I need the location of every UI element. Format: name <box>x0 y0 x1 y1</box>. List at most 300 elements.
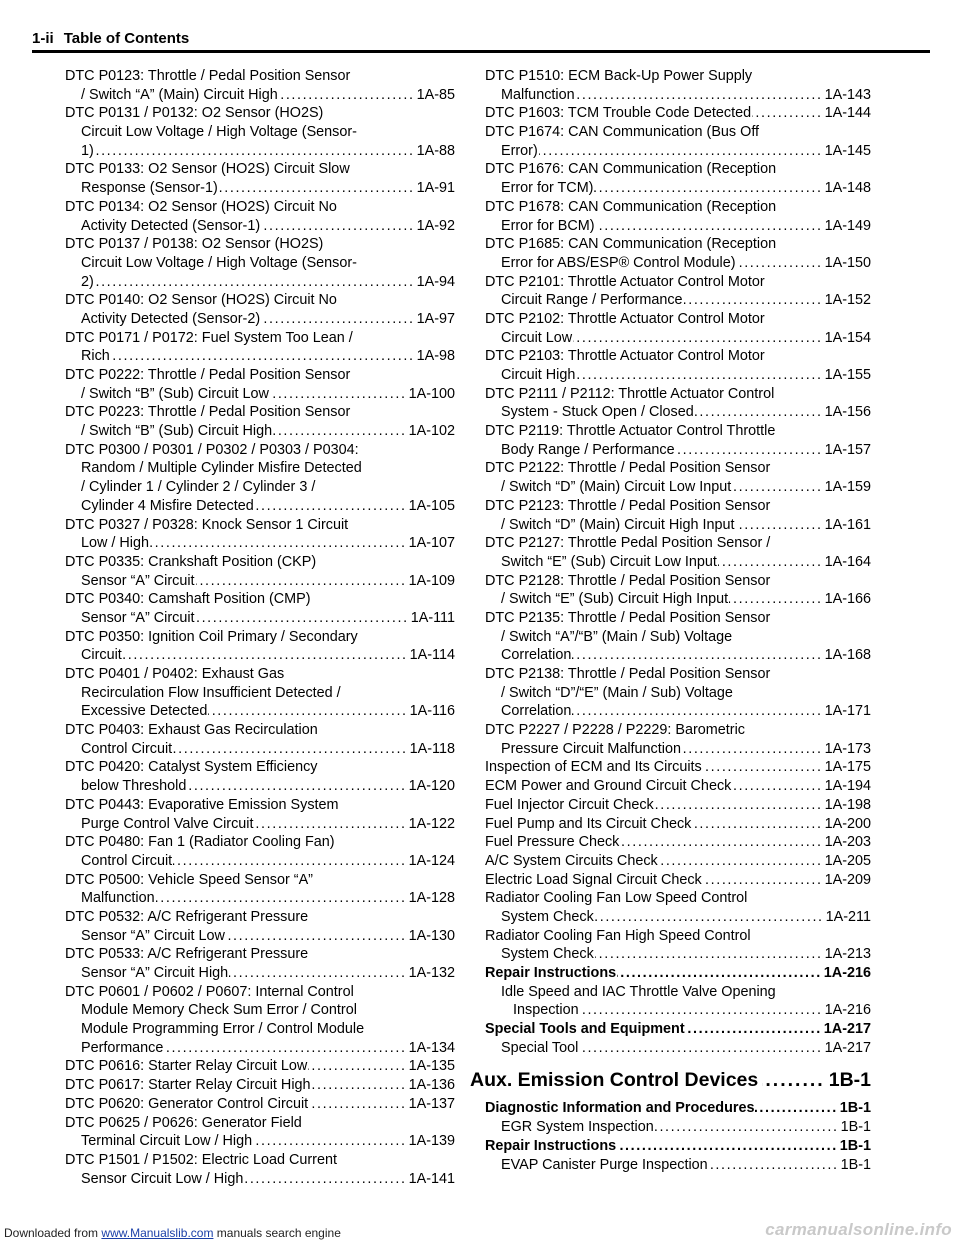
toc-page-number: 1A-124 <box>408 852 455 869</box>
toc-entry-text: / Switch “A” (Main) Circuit High <box>81 86 278 103</box>
toc-repair-items <box>485 983 871 1020</box>
toc-entry[interactable] <box>501 1118 871 1137</box>
toc-left-column <box>65 67 455 1188</box>
toc-entry-line <box>65 740 455 759</box>
toc-entry-line <box>485 740 871 759</box>
toc-entry-line <box>65 478 455 497</box>
toc-page-number: 1A-109 <box>408 572 455 589</box>
page-title: Table of Contents <box>63 30 190 47</box>
leader-dots <box>150 534 407 553</box>
toc-entry-line <box>485 852 871 871</box>
toc-page-number: 1A-130 <box>408 927 455 944</box>
toc-page-number: 1A-157 <box>824 441 871 458</box>
toc-page-number: 1A-213 <box>824 946 871 963</box>
toc-entry[interactable] <box>485 104 871 123</box>
toc-entry-line <box>65 964 455 983</box>
toc-entry-text: DTC P2128: Throttle / Pedal Position Sensor <box>485 572 771 589</box>
toc-entry-text: Sensor Circuit Low / High <box>81 1170 244 1187</box>
toc-entry[interactable] <box>485 852 871 871</box>
toc-entry-line <box>485 553 871 572</box>
toc-page-number: 1A-114 <box>409 647 455 664</box>
toc-entry-text: DTC P0601 / P0602 / P0607: Internal Control <box>65 983 354 1000</box>
leader-dots <box>755 1099 837 1118</box>
leader-dots <box>270 385 407 404</box>
toc-entry-text: Error for TCM) <box>501 180 594 197</box>
toc-entry[interactable] <box>65 516 455 553</box>
toc-entry[interactable] <box>485 422 871 459</box>
toc-entry[interactable] <box>485 889 871 926</box>
toc-entry-line <box>65 179 455 198</box>
leader-dots <box>762 1067 824 1093</box>
manualslib-link[interactable]: www.Manualslib.com <box>101 1226 214 1240</box>
toc-entry-text: Circuit Range / Performance <box>501 292 683 309</box>
toc-entry-text: 2) <box>81 273 94 290</box>
leader-dots <box>226 927 407 946</box>
toc-entry[interactable] <box>485 871 871 890</box>
toc-entry-text: Error for ABS/ESP® Control Module) <box>501 254 736 271</box>
toc-entry-line <box>65 665 455 684</box>
leader-dots <box>682 740 823 759</box>
toc-entry-line <box>501 1118 871 1137</box>
leader-dots <box>718 553 823 572</box>
toc-entry-line <box>485 497 871 516</box>
toc-page-number: 1A-111 <box>410 609 455 626</box>
leader-dots <box>752 104 823 123</box>
toc-entry[interactable] <box>485 777 871 796</box>
toc-entry-text: Switch “E” (Sub) Circuit Low Input <box>501 553 717 570</box>
toc-entry[interactable] <box>65 329 455 366</box>
toc-entry-text: DTC P0616: Starter Relay Circuit Low <box>65 1058 308 1075</box>
toc-entry-text: Circuit Low Voltage / High Voltage (Sensor- <box>81 254 357 271</box>
toc-entry[interactable] <box>65 721 455 758</box>
header-rule <box>32 50 930 53</box>
leader-dots <box>261 217 414 236</box>
toc-entry[interactable] <box>65 160 455 197</box>
leader-dots <box>709 1156 839 1175</box>
toc-entry-text: DTC P1603: TCM Trouble Code Detected <box>485 105 752 122</box>
toc-entry-line <box>65 1001 455 1020</box>
toc-repair2-items <box>485 1156 871 1175</box>
toc-page-number: 1A-135 <box>408 1058 455 1075</box>
toc-entry-text: Control Circuit <box>81 852 173 869</box>
toc-entry[interactable] <box>65 366 455 403</box>
watermark: carmanualsonline.info <box>765 1220 952 1239</box>
toc-entry[interactable] <box>485 198 871 235</box>
toc-entry-text: DTC P0300 / P0301 / P0302 / P0303 / P0304: <box>65 441 359 458</box>
toc-entry[interactable] <box>65 104 455 160</box>
toc-entry[interactable] <box>65 1151 455 1188</box>
toc-entry-line <box>485 123 871 142</box>
toc-entry-line <box>65 254 455 273</box>
toc-page-number: 1A-150 <box>824 254 871 271</box>
toc-entry-line <box>485 945 871 964</box>
toc-entry-text: DTC P1685: CAN Communication (Reception <box>485 236 777 253</box>
toc-entry-text: Inspection <box>513 1002 579 1019</box>
toc-entry-text: DTC P2122: Throttle / Pedal Position Sensor <box>485 460 771 477</box>
toc-entry[interactable] <box>501 983 871 1020</box>
toc-entry-text: / Switch “A”/“B” (Main / Sub) Voltage <box>501 628 733 645</box>
toc-entry[interactable] <box>65 945 455 982</box>
toc-entry-text: Correlation <box>501 647 572 664</box>
toc-entry-line <box>485 609 871 628</box>
toc-entry-line <box>65 572 455 591</box>
leader-dots <box>111 347 415 366</box>
toc-entry-line <box>65 702 455 721</box>
toc-entry-text: Random / Multiple Cylinder Misfire Detected <box>81 460 362 477</box>
toc-page-number: 1A-116 <box>409 703 455 720</box>
leader-dots <box>686 1020 822 1039</box>
toc-page-number: 1A-105 <box>408 497 455 514</box>
leader-dots <box>695 403 823 422</box>
leader-dots <box>576 366 822 385</box>
toc-entry-line <box>485 796 871 815</box>
toc-page-number: 1A-141 <box>408 1170 455 1187</box>
toc-entry-line <box>65 422 455 441</box>
toc-page-number: 1A-216 <box>824 1002 871 1019</box>
toc-entry-line <box>485 403 871 422</box>
toc-entry-text: Error) <box>501 142 538 159</box>
toc-entry-line <box>65 646 455 665</box>
toc-entry[interactable] <box>65 665 455 721</box>
toc-entry-line <box>65 1114 455 1133</box>
leader-dots <box>684 291 823 310</box>
toc-entry-line <box>485 366 871 385</box>
toc-entry-line <box>65 945 455 964</box>
toc-page-number: 1A-205 <box>824 852 871 869</box>
toc-entry[interactable] <box>65 1095 455 1114</box>
toc-entry[interactable] <box>65 908 455 945</box>
toc-entry-line <box>65 310 455 329</box>
toc-entry-text: DTC P0223: Throttle / Pedal Position Sensor <box>65 404 351 421</box>
toc-page-number: 1A-159 <box>824 479 871 496</box>
toc-entry-text: DTC P0620: Generator Control Circuit <box>65 1095 309 1112</box>
leader-dots <box>273 422 406 441</box>
toc-page-number: 1A-149 <box>824 217 871 234</box>
toc-tools-items <box>485 1039 871 1058</box>
toc-entry-line <box>485 516 871 535</box>
toc-entry-text: Fuel Pressure Check <box>485 834 620 851</box>
toc-page-number: 1A-161 <box>824 516 871 533</box>
toc-right-column <box>470 67 871 1174</box>
toc-entry-line <box>485 235 871 254</box>
leader-dots <box>676 441 823 460</box>
toc-entry-text: System Check <box>501 908 594 925</box>
toc-page-number: 1A-100 <box>408 385 455 402</box>
toc-entry[interactable] <box>65 67 455 104</box>
leader-dots <box>737 254 823 273</box>
toc-entry-line <box>501 1001 871 1020</box>
toc-entry-line <box>501 983 871 1002</box>
toc-entry-text: DTC P0335: Crankshaft Position (CKP) <box>65 553 317 570</box>
leader-dots <box>655 796 823 815</box>
toc-entry[interactable] <box>485 497 871 534</box>
toc-entry-text: Body Range / Performance <box>501 441 675 458</box>
toc-entry-line <box>485 889 871 908</box>
toc-entry-text: below Threshold <box>81 778 187 795</box>
toc-entry-line <box>485 142 871 161</box>
leader-dots <box>196 572 407 591</box>
toc-entry-line <box>65 86 455 105</box>
toc-entry-text: DTC P0171 / P0172: Fuel System Too Lean / <box>65 329 353 346</box>
toc-entry-text: DTC P2227 / P2228 / P2229: Barometric <box>485 722 745 739</box>
toc-entry[interactable] <box>485 665 871 721</box>
toc-page-number: 1A-211 <box>825 908 871 925</box>
toc-entry[interactable] <box>65 235 455 291</box>
toc-entry-text: EGR System Inspection <box>501 1119 654 1136</box>
toc-entry-text: Malfunction <box>501 86 575 103</box>
toc-entry-text: DTC P2101: Throttle Actuator Control Motor <box>485 273 765 290</box>
toc-entry-text: DTC P0327 / P0328: Knock Sensor 1 Circuit <box>65 516 349 533</box>
toc-entry-text: DTC P2111 / P2112: Throttle Actuator Control <box>485 385 775 402</box>
toc-heading-repair-instructions-2[interactable]: Repair Instructions ..... 1B-1 <box>485 1137 871 1156</box>
toc-heading-repair-instructions[interactable]: Repair Instructions ..... 1A-216 <box>485 964 871 983</box>
toc-page-number: 1A-164 <box>824 553 871 570</box>
toc-entry-text: DTC P0340: Camshaft Position (CMP) <box>65 591 311 608</box>
toc-entry-text: / Cylinder 1 / Cylinder 2 / Cylinder 3 / <box>81 479 316 496</box>
toc-entry-text: Recirculation Flow Insufficient Detected / <box>81 684 341 701</box>
toc-entry-text: Activity Detected (Sensor-2) <box>81 310 261 327</box>
toc-entry[interactable] <box>65 1076 455 1095</box>
leader-dots <box>573 329 822 348</box>
toc-page-number: 1A-139 <box>408 1133 455 1150</box>
toc-entry[interactable] <box>65 291 455 328</box>
leader-dots <box>572 646 822 665</box>
toc-entry-text: DTC P0480: Fan 1 (Radiator Cooling Fan) <box>65 834 335 851</box>
toc-entry-text: DTC P2102: Throttle Actuator Control Motor <box>485 310 765 327</box>
toc-entry-text: DTC P2127: Throttle Pedal Position Sensor / <box>485 535 771 552</box>
leader-dots <box>579 1039 822 1058</box>
toc-page-number: 1A-134 <box>408 1039 455 1056</box>
leader-dots <box>692 815 822 834</box>
toc-entry-text: Sensor “A” Circuit <box>81 572 195 589</box>
toc-entry-line <box>65 385 455 404</box>
toc-entry[interactable] <box>485 796 871 815</box>
toc-page-number: 1A-143 <box>824 86 871 103</box>
toc-entry-text: DTC P0222: Throttle / Pedal Position Sensor <box>65 367 351 383</box>
page-header <box>32 30 930 48</box>
toc-entry-text: Malfunction <box>81 890 155 907</box>
toc-entry-text: Fuel Pump and Its Circuit Check <box>485 815 692 832</box>
toc-entry[interactable] <box>485 160 871 197</box>
toc-entry[interactable] <box>485 385 871 422</box>
toc-page-number: 1A-137 <box>408 1095 455 1112</box>
toc-entry-line <box>65 1020 455 1039</box>
toc-section-aux-emission[interactable]: Aux. Emission Control Devices ..... 1B-1 <box>470 1067 871 1093</box>
toc-entry-text: Circuit Low <box>501 329 573 346</box>
toc-page-number: 1A-168 <box>824 647 871 664</box>
toc-entry-line <box>485 590 871 609</box>
toc-entry-line <box>485 385 871 404</box>
toc-entry-text: DTC P0401 / P0402: Exhaust Gas <box>65 666 285 682</box>
toc-entry-text: 1) <box>81 142 94 159</box>
toc-entry-line <box>485 758 871 777</box>
leader-dots <box>576 86 823 105</box>
toc-entry[interactable] <box>485 927 871 964</box>
toc-page-number: 1A-194 <box>824 778 871 795</box>
toc-page-number: 1A-128 <box>408 890 455 907</box>
toc-page-number: 1A-154 <box>824 329 871 346</box>
leader-dots <box>617 964 822 983</box>
toc-entry[interactable] <box>485 833 871 852</box>
leader-dots <box>732 478 822 497</box>
toc-page-number: 1A-152 <box>824 292 871 309</box>
toc-entry-line <box>485 478 871 497</box>
toc-entry[interactable] <box>65 796 455 833</box>
toc-entry-line <box>485 777 871 796</box>
toc-entry-text: / Switch “D”/“E” (Main / Sub) Voltage <box>501 684 733 701</box>
toc-heading-special-tools[interactable]: Special Tools and Equipment ..... 1A-217 <box>485 1020 871 1039</box>
toc-entry-line <box>485 422 871 441</box>
toc-entry-text: DTC P0350: Ignition Coil Primary / Secondary <box>65 628 358 645</box>
toc-page-number: 1A-92 <box>416 217 455 234</box>
toc-entry-line <box>65 104 455 123</box>
toc-entry[interactable] <box>485 534 871 571</box>
toc-entry-text: DTC P1501 / P1502: Electric Load Current <box>65 1151 337 1168</box>
leader-dots <box>617 1137 838 1156</box>
toc-entry[interactable] <box>65 198 455 235</box>
toc-entry-line <box>65 927 455 946</box>
toc-entry[interactable] <box>65 1057 455 1076</box>
toc-entry[interactable] <box>485 815 871 834</box>
toc-entry-text: DTC P1674: CAN Communication (Bus Off <box>485 124 760 141</box>
toc-entry-text: DTC P0134: O2 Sensor (HO2S) Circuit No <box>65 198 337 215</box>
toc-page-number: 1A-217 <box>824 1039 871 1056</box>
toc-entry-text: System Check <box>501 946 594 963</box>
leader-dots <box>244 1170 406 1189</box>
toc-entry-line <box>65 871 455 890</box>
toc-page-number: 1A-203 <box>824 834 871 851</box>
toc-entry[interactable] <box>485 609 871 665</box>
toc-entry[interactable] <box>485 459 871 496</box>
toc-page-number: 1A-200 <box>824 815 871 832</box>
toc-entry[interactable] <box>485 235 871 272</box>
toc-entry[interactable] <box>65 983 455 1058</box>
toc-entry-text: Terminal Circuit Low / High <box>81 1133 253 1150</box>
toc-entry-line <box>485 329 871 348</box>
toc-entry-line <box>485 160 871 179</box>
toc-entry[interactable] <box>65 590 455 627</box>
leader-dots <box>173 852 406 871</box>
toc-entry[interactable] <box>501 1039 871 1058</box>
toc-entry[interactable] <box>65 1114 455 1151</box>
leader-dots <box>196 609 409 628</box>
toc-entry-text: DTC P0140: O2 Sensor (HO2S) Circuit No <box>65 292 337 309</box>
toc-entry-text: System - Stuck Open / Closed <box>501 404 694 421</box>
toc-entry-line <box>485 273 871 292</box>
toc-entry-text: DTC P1678: CAN Communication (Reception <box>485 198 777 215</box>
toc-entry[interactable] <box>485 347 871 384</box>
toc-page-number: 1B-1 <box>840 1119 871 1136</box>
toc-entry-line <box>65 1057 455 1076</box>
toc-entry[interactable] <box>65 871 455 908</box>
toc-entry[interactable] <box>485 273 871 310</box>
leader-dots <box>595 908 824 927</box>
toc-entry[interactable] <box>65 758 455 795</box>
toc-entry[interactable] <box>65 441 455 516</box>
toc-entry-text: Circuit High <box>501 367 576 383</box>
toc-entry-line <box>65 1132 455 1151</box>
toc-entry[interactable] <box>485 67 871 104</box>
toc-entry-line <box>65 497 455 516</box>
toc-entry-text: DTC P0123: Throttle / Pedal Position Sensor <box>65 68 351 84</box>
toc-entry-line <box>485 684 871 703</box>
toc-page-number: 1A-136 <box>408 1077 455 1094</box>
toc-entry-line <box>485 179 871 198</box>
toc-page-number: 1A-118 <box>409 740 455 757</box>
toc-page-number: 1A-145 <box>824 142 871 159</box>
toc-entry-text: DTC P0533: A/C Refrigerant Pressure <box>65 946 309 963</box>
toc-entry-line <box>65 553 455 572</box>
leader-dots <box>596 217 823 236</box>
toc-entry-line <box>65 1095 455 1114</box>
toc-entry[interactable] <box>65 553 455 590</box>
toc-entry-line <box>485 67 871 86</box>
toc-entry-line <box>485 721 871 740</box>
toc-entry-text: Sensor “A” Circuit High <box>81 965 229 981</box>
toc-entry-line <box>65 983 455 1002</box>
toc-entry-text: DTC P0420: Catalyst System Efficiency <box>65 759 318 776</box>
page-footer <box>0 1220 960 1242</box>
toc-entry-line <box>65 758 455 777</box>
leader-dots <box>594 179 822 198</box>
page-number: 1-ii <box>32 30 54 47</box>
toc-entry[interactable] <box>485 123 871 160</box>
toc-entry-text: DTC P1510: ECM Back-Up Power Supply <box>485 68 753 84</box>
leader-dots <box>620 833 822 852</box>
toc-entry[interactable] <box>485 310 871 347</box>
toc-entry-line <box>485 310 871 329</box>
toc-entry-line <box>65 441 455 460</box>
toc-entry-line <box>485 291 871 310</box>
toc-entry[interactable] <box>65 833 455 870</box>
leader-dots <box>732 777 822 796</box>
toc-entry[interactable] <box>65 403 455 440</box>
toc-entry-line <box>65 366 455 385</box>
toc-entry-line <box>485 254 871 273</box>
toc-entry-text: Purge Control Valve Circuit <box>81 815 254 832</box>
toc-entry-line <box>65 609 455 628</box>
leader-dots <box>729 590 822 609</box>
leader-dots <box>173 740 407 759</box>
leader-dots <box>309 1095 406 1114</box>
toc-entry-line <box>485 347 871 366</box>
leader-dots <box>219 179 415 198</box>
toc-entry[interactable] <box>485 721 871 758</box>
toc-entry-line <box>65 123 455 142</box>
toc-entry-line <box>65 815 455 834</box>
toc-entry[interactable] <box>485 572 871 609</box>
toc-page-number: 1A-198 <box>824 796 871 813</box>
toc-entry-text: DTC P2119: Throttle Actuator Control Throttle <box>485 423 776 440</box>
toc-right-entries <box>485 67 871 964</box>
toc-page-number: 1A-132 <box>408 965 455 981</box>
toc-page-number: 1A-122 <box>408 815 455 832</box>
leader-dots <box>703 871 823 890</box>
toc-entry-text: Module Memory Check Sum Error / Control <box>81 1002 357 1019</box>
toc-heading-diagnostic-information[interactable]: Diagnostic Information and Procedures ..... 1B-1 <box>485 1099 871 1118</box>
toc-entry-line <box>485 702 871 721</box>
toc-entry-line <box>65 347 455 366</box>
toc-entry-text: Low / High <box>81 535 149 552</box>
toc-entry[interactable] <box>485 758 871 777</box>
toc-entry-text: DTC P0532: A/C Refrigerant Pressure <box>65 908 309 925</box>
toc-entry-line <box>65 1170 455 1189</box>
toc-entry[interactable] <box>501 1156 871 1175</box>
toc-entry[interactable] <box>65 628 455 665</box>
toc-entry-text: EVAP Canister Purge Inspection <box>501 1156 708 1173</box>
toc-page-number: 1B-1 <box>840 1156 871 1173</box>
toc-page-number: 1A-98 <box>416 348 455 365</box>
